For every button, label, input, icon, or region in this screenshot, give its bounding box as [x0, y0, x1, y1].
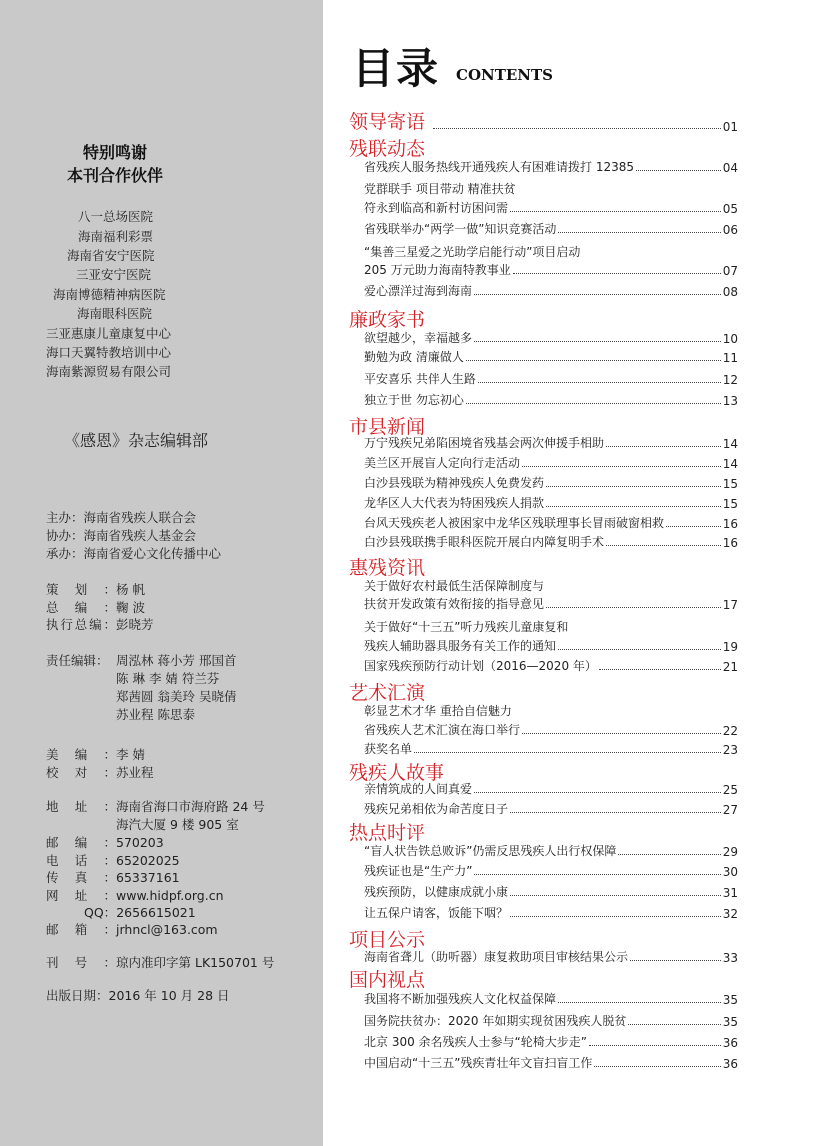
- sidebar-panel: [0, 0, 323, 1146]
- entry-title: 爱心漂洋过海到海南: [364, 284, 473, 298]
- dot-leader: [606, 446, 721, 447]
- phone-row: [46, 851, 180, 869]
- page-number: 31: [722, 886, 738, 900]
- entry-title: 残疾证也是“生产力”: [364, 864, 473, 878]
- section-heading: 惠残资讯: [349, 557, 426, 579]
- qq-row: [84, 903, 196, 921]
- dot-leader: [474, 792, 721, 793]
- dot-leader: [466, 360, 721, 361]
- art-editor-row: [46, 745, 145, 763]
- toc-entry[interactable]: [364, 657, 738, 674]
- toc-entry[interactable]: [364, 533, 738, 550]
- toc-entry[interactable]: [364, 348, 738, 365]
- entry-title: 符永到临高和新村访困问需: [364, 201, 509, 215]
- toc-entry[interactable]: [364, 474, 738, 491]
- proofreader-label: 校对：: [46, 765, 116, 780]
- page-number: 14: [722, 457, 738, 471]
- phone-value: 65202025: [116, 853, 180, 868]
- page-number: 08: [722, 285, 738, 299]
- page-number: 01: [722, 120, 738, 134]
- dot-leader: [510, 211, 721, 212]
- partners-title: 本刊合作伙伴: [66, 166, 163, 185]
- entry-title: 让五保户请客，饭能下咽？: [364, 906, 509, 920]
- page-number: 13: [722, 394, 738, 408]
- dot-leader: [522, 466, 721, 467]
- editors-line: 苏业程 陈思泰: [116, 707, 195, 722]
- partner-item: 八一总场医院: [78, 209, 154, 224]
- entry-title: 省残疾人艺术汇演在海口举行: [364, 723, 521, 737]
- section-heading: 市县新闻: [349, 416, 426, 438]
- address-label: 地址：: [46, 799, 116, 814]
- qq-value: 2656615021: [116, 905, 196, 920]
- toc-entry[interactable]: [364, 842, 738, 859]
- toc-title: 目录: [352, 44, 441, 93]
- partner-item: 海南福利彩票: [78, 229, 154, 244]
- toc-entry[interactable]: [364, 721, 738, 738]
- section-heading: 项目公示: [349, 929, 426, 951]
- page-number: 36: [722, 1036, 738, 1050]
- toc-entry[interactable]: 关于做好“十三五”听力残疾儿童康复和: [364, 620, 569, 634]
- toc-entry[interactable]: [364, 199, 738, 216]
- proofreader-row: [46, 763, 154, 781]
- entry-title: 万宁残疾兄弟陷困境省残基会两次伸援手相助: [364, 436, 605, 450]
- dot-leader: [666, 526, 721, 527]
- dot-leader: [558, 1002, 721, 1003]
- toc-entry[interactable]: [364, 637, 738, 654]
- entry-title: 白沙县残联为精神残疾人免费发药: [364, 476, 545, 490]
- toc-entry[interactable]: [364, 282, 738, 299]
- partner-item: 海口天翼特教培训中心: [46, 345, 172, 360]
- page-number: 22: [722, 724, 738, 738]
- toc-entry[interactable]: [364, 329, 738, 346]
- page-number: 15: [722, 477, 738, 491]
- page-number: 11: [722, 351, 738, 365]
- page-number: 35: [722, 993, 738, 1007]
- entry-title: 获奖名单: [364, 742, 413, 756]
- address-line: 海南省海口市海府路 24 号: [116, 799, 265, 814]
- toc-entry[interactable]: [364, 780, 738, 797]
- dot-leader: [478, 382, 721, 383]
- planner-value: 杨 帆: [116, 582, 145, 597]
- toc-entry[interactable]: [364, 990, 738, 1007]
- art-editor-value: 李 婧: [116, 747, 145, 762]
- dot-leader: [522, 733, 721, 734]
- dot-leader: [546, 506, 721, 507]
- issue-row: [46, 953, 274, 971]
- partner-item: 三亚安宁医院: [76, 267, 152, 282]
- website-row: [46, 886, 224, 904]
- dot-leader: [414, 752, 721, 753]
- partner-item: 海南省安宁医院: [67, 248, 155, 263]
- toc-entry[interactable]: [364, 800, 738, 817]
- email-row: [46, 920, 218, 938]
- dot-leader: [433, 128, 721, 129]
- chief-label: 总编：: [46, 600, 116, 615]
- toc-contents-label: CONTENTS: [456, 66, 554, 84]
- toc-entry[interactable]: [364, 261, 738, 278]
- toc-entry[interactable]: [364, 370, 738, 387]
- toc-entry[interactable]: [364, 740, 738, 757]
- fax-row: [46, 868, 180, 886]
- magazine-dept: 《感恩》杂志编辑部: [64, 431, 209, 450]
- toc-entry[interactable]: [364, 883, 738, 900]
- page-number: 16: [722, 517, 738, 531]
- page-number: 30: [722, 865, 738, 879]
- toc-entry[interactable]: [364, 391, 738, 408]
- editors-line: 周泓林 蒋小芳 邢国首: [116, 653, 237, 668]
- editors-line: 陈 琳 李 婧 符兰芬: [116, 671, 220, 686]
- toc-entry[interactable]: [364, 904, 738, 921]
- planner-label: 策划：: [46, 582, 116, 597]
- partner-item: 海南眼科医院: [77, 306, 153, 321]
- toc-entry[interactable]: [364, 514, 738, 531]
- page-number: 19: [722, 640, 738, 654]
- email-value[interactable]: jrhncl@163.com: [116, 922, 218, 937]
- toc-entry[interactable]: [364, 454, 738, 471]
- toc-entry[interactable]: [364, 494, 738, 511]
- entry-title: 国家残疾预防行动计划（2016—2020 年）: [364, 659, 597, 673]
- dot-leader: [618, 854, 720, 855]
- organizer-line: 承办：海南省爱心文化传播中心: [46, 546, 222, 561]
- qq-label: QQ：: [84, 905, 117, 920]
- issue-label: 刊号：: [46, 955, 116, 970]
- entry-title: 美兰区开展盲人定向行走活动: [364, 456, 521, 470]
- dot-leader: [589, 1045, 721, 1046]
- editors-line: 郑茜圆 翁美玲 吴晓倩: [116, 689, 237, 704]
- art-editor-label: 美编：: [46, 747, 116, 762]
- toc-entry[interactable]: [364, 434, 738, 451]
- entry-title: 省残疾人服务热线开通残疾人有困难请拨打 12385: [364, 160, 634, 174]
- host-line: 主办：海南省残疾人联合会: [46, 510, 197, 525]
- page-number: 23: [722, 743, 738, 757]
- dot-leader: [558, 649, 721, 650]
- email-label: 邮箱：: [46, 922, 116, 937]
- chief-value: 鞠 波: [116, 600, 145, 615]
- section-heading: 廉政家书: [349, 309, 426, 331]
- toc-entry[interactable]: [364, 1033, 738, 1050]
- toc-entry[interactable]: 关于做好农村最低生活保障制度与: [364, 579, 545, 593]
- page-number: 14: [722, 437, 738, 451]
- dot-leader: [474, 341, 721, 342]
- toc-entry[interactable]: 党群联手 项目带动 精准扶贫: [364, 182, 516, 196]
- entry-title: 龙华区人大代表为特困残疾人捐款: [364, 496, 545, 510]
- exec-chief-row: [46, 615, 154, 633]
- address-line: 海汽大厦 9 楼 905 室: [116, 817, 239, 832]
- section-heading: 领导寄语: [349, 111, 426, 133]
- dot-leader: [474, 294, 721, 295]
- page-number: 35: [722, 1015, 738, 1029]
- toc-entry-leader[interactable]: [349, 112, 738, 134]
- dot-leader: [474, 874, 720, 875]
- entry-title: 残疾兄弟相依为命苦度日子: [364, 802, 509, 816]
- dot-leader: [628, 1024, 720, 1025]
- page-number: 21: [722, 660, 738, 674]
- toc-entry[interactable]: [364, 220, 738, 237]
- issue-value: 琼内准印字第 LK150701 号: [116, 955, 275, 970]
- proofreader-value: 苏业程: [116, 765, 154, 780]
- fax-value: 65337161: [116, 870, 180, 885]
- fax-label: 传真：: [46, 870, 116, 885]
- page-number: 06: [722, 223, 738, 237]
- partner-item: 海南紫源贸易有限公司: [46, 364, 172, 379]
- address-row: [46, 797, 265, 815]
- planner-row: [46, 580, 145, 598]
- page-number: 05: [722, 202, 738, 216]
- toc-entry[interactable]: [364, 158, 738, 175]
- entry-title: 国务院扶贫办：2020 年如期实现贫困残疾人脱贫: [364, 1014, 627, 1028]
- page-number: 33: [722, 951, 738, 965]
- entry-title: “盲人状告铁总败诉”仍需反思残疾人出行权保障: [364, 844, 617, 858]
- editors-label: 责任编辑：: [46, 653, 109, 668]
- dot-leader: [466, 403, 721, 404]
- exec-chief-value: 彭晓芳: [116, 617, 154, 632]
- toc-entry[interactable]: [364, 1054, 738, 1071]
- dot-leader: [599, 669, 721, 670]
- entry-title: 扶贫开发政策有效衔接的指导意见: [364, 597, 545, 611]
- page-number: 07: [722, 264, 738, 278]
- entry-title: 残疾人辅助器具服务有关工作的通知: [364, 639, 557, 653]
- toc-entry[interactable]: [364, 1012, 738, 1029]
- section-heading: 艺术汇演: [349, 682, 426, 704]
- dot-leader: [606, 545, 721, 546]
- section-heading: 残疾人故事: [349, 762, 445, 784]
- dot-leader: [546, 486, 721, 487]
- postcode-value: 570203: [116, 835, 164, 850]
- page-number: 10: [722, 332, 738, 346]
- toc-entry[interactable]: [364, 862, 738, 879]
- page-number: 25: [722, 783, 738, 797]
- entry-title: 勤勉为政 清廉做人: [364, 350, 464, 364]
- entry-title: 中国启动“十三五”残疾青壮年文盲扫盲工作: [364, 1056, 593, 1070]
- dot-leader: [513, 273, 721, 274]
- dot-leader: [636, 170, 721, 171]
- section-heading: 国内视点: [349, 969, 426, 991]
- toc-entry[interactable]: [364, 595, 738, 612]
- page-number: 36: [722, 1057, 738, 1071]
- website-label: 网址：: [46, 888, 116, 903]
- entry-title: 省残联举办“两学一做”知识竞赛活动: [364, 222, 557, 236]
- entry-title: 欲望越少，幸福越多: [364, 331, 473, 345]
- postcode-row: [46, 833, 164, 851]
- dot-leader: [510, 895, 721, 896]
- entry-title: 白沙县残联携手眼科医院开展白内障复明手术: [364, 535, 605, 549]
- entry-title: 平安喜乐 共伴人生路: [364, 372, 476, 386]
- page-number: 16: [722, 536, 738, 550]
- section-heading: 残联动态: [349, 138, 426, 160]
- entry-title: 亲情筑成的人间真爱: [364, 782, 473, 796]
- page-number: 04: [722, 161, 738, 175]
- postcode-label: 邮编：: [46, 835, 116, 850]
- dot-leader: [558, 232, 720, 233]
- entry-title: 北京 300 余名残疾人士参与“轮椅大步走”: [364, 1035, 587, 1049]
- pub-date: 出版日期：2016 年 10 月 28 日: [46, 988, 230, 1003]
- dot-leader: [510, 916, 721, 917]
- exec-chief-label: 执行总编：: [46, 617, 116, 632]
- page-number: 17: [722, 598, 738, 612]
- toc-entry[interactable]: [364, 948, 738, 965]
- entry-title: 海南省聋儿（助听器）康复救助项目审核结果公示: [364, 950, 629, 964]
- page-number: 32: [722, 907, 738, 921]
- chief-row: [46, 598, 145, 616]
- page-number: 29: [722, 845, 738, 859]
- dot-leader: [510, 812, 721, 813]
- cohost-line: 协办：海南省残疾人基金会: [46, 528, 197, 543]
- partner-item: 海南博德精神病医院: [53, 287, 166, 302]
- entry-title: 我国将不断加强残疾人文化权益保障: [364, 992, 557, 1006]
- toc-entry[interactable]: 彰显艺术才华 重拾自信魅力: [364, 704, 512, 718]
- dot-leader: [594, 1066, 720, 1067]
- page-number: 15: [722, 497, 738, 511]
- entry-title: 205 万元助力海南特教事业: [364, 263, 511, 277]
- thanks-title: 特别鸣谢: [82, 143, 147, 162]
- page-number: 12: [722, 373, 738, 387]
- section-heading: 热点时评: [349, 822, 426, 844]
- phone-label: 电话：: [46, 853, 116, 868]
- toc-entry[interactable]: “集善三星爱之光助学启能行动”项目启动: [364, 245, 581, 259]
- dot-leader: [546, 607, 721, 608]
- website-value[interactable]: www.hidpf.org.cn: [116, 888, 224, 903]
- entry-title: 台风天残疾老人被困家中龙华区残联理事长冒雨破窗相救: [364, 516, 665, 530]
- dot-leader: [630, 960, 721, 961]
- partner-item: 三亚惠康儿童康复中心: [46, 326, 172, 341]
- entry-title: 独立于世 勿忘初心: [364, 393, 464, 407]
- page-number: 27: [722, 803, 738, 817]
- entry-title: 残疾预防，以健康成就小康: [364, 885, 509, 899]
